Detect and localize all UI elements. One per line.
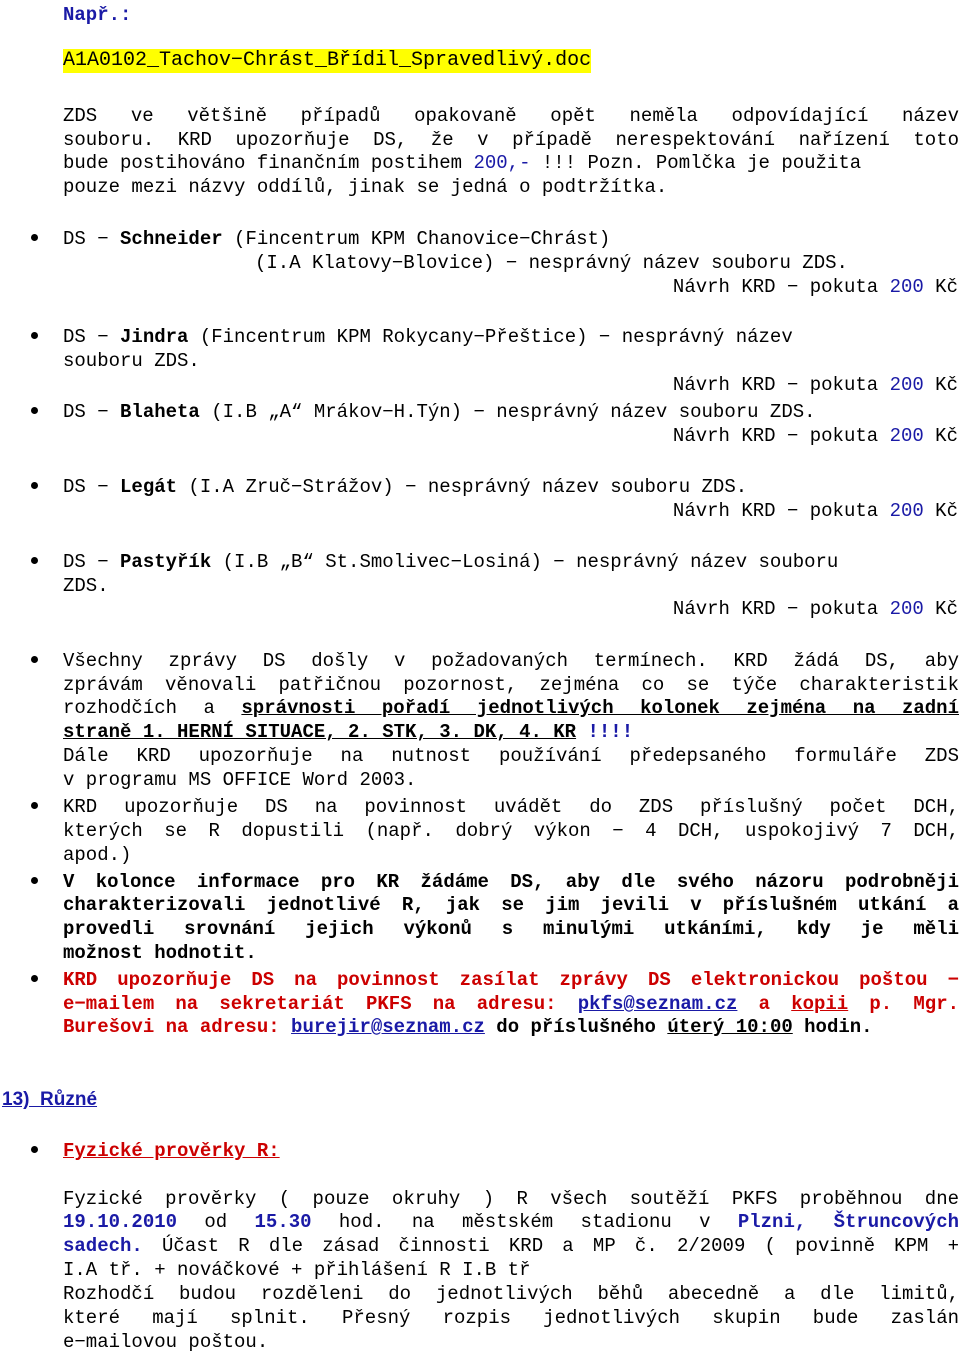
case-jindra: DS − Jindra (Fincentrum KPM Rokycany−Přeštice) − nesprávný název (63, 326, 793, 348)
penalty-line: Návrh KRD − pokuta 200 Kč (672, 425, 958, 447)
bullet (31, 482, 38, 489)
intro-label: Např.: (63, 4, 132, 26)
case-legat: DS − Legát (I.A Zruč−Strážov) − nesprávný název souboru ZDS. (63, 476, 748, 498)
case-pastyrik: DS − Pastyřík (I.B „B“ St.Smolivec−Losiná) − nesprávný název souboru (63, 551, 839, 573)
filename-example: A1A0102_Tachov−Chrást_Břídil_Spravedlivý.doc (63, 49, 592, 72)
dch-line-2: kterých se R dopustili (např. dobrý výkon − 4 DCH, uspokojivý 7 DCH, (63, 820, 959, 842)
case-pastyrik-line2: ZDS. (63, 575, 109, 597)
reports-line-4: straně 1. HERNÍ SITUACE, 2. STK, 3. DK, 4. KR !!!! (63, 721, 634, 743)
penalty-line: Návrh KRD − pokuta 200 Kč (672, 598, 958, 620)
reports-line-3: rozhodčích a správnosti pořadí jednotlivých kolonek zejména na zadní (63, 697, 959, 719)
notice-line-3: bude postihováno finančním postihem 200,- !!! Pozn. Pomlčka je použita (63, 152, 862, 174)
bullet (31, 802, 38, 809)
info-line-4: možnost hodnotit. (63, 942, 257, 964)
reports-line-5: Dále KRD upozorňuje na nutnost používání předepsaného formuláře ZDS (63, 745, 959, 767)
bullet (31, 332, 38, 339)
bullet (31, 557, 38, 564)
notice-line-4: pouze mezi názvy oddílů, jinak se jedná o podtržítka. (63, 176, 668, 198)
case-jindra-line2: souboru ZDS. (63, 350, 200, 372)
email-line-2: e−mailem na sekretariát PKFS na adresu: pkfs@seznam.cz a kopii p. Mgr. (63, 993, 959, 1015)
physical-line-6: které mají splnit. Přesný rozpis jednotlivých skupin bude zaslán (63, 1307, 959, 1329)
physical-line-4: I.A tř. + nováčkové + přihlášení R I.B tř (63, 1259, 531, 1281)
section-heading: 13) Různé (2, 1089, 98, 1110)
case-blaheta: DS − Blaheta (I.B „A“ Mrákov−H.Týn) − nesprávný název souboru ZDS. (63, 401, 816, 423)
penalty-amount-text: 200,- (473, 152, 531, 174)
notice-line-1: ZDS ve většině případů opakovaně opět neměla odpovídající název (63, 105, 959, 127)
bullet (31, 234, 38, 241)
penalty-line: Návrh KRD − pokuta 200 Kč (672, 276, 958, 298)
physical-line-2: 19.10.2010 od 15.30 hod. na městském stadionu v Plzni, Štruncových (63, 1211, 959, 1233)
penalty-line: Návrh KRD − pokuta 200 Kč (672, 500, 958, 522)
bullet (31, 656, 38, 663)
email-line-3: Burešovi na adresu: burejir@seznam.cz do příslušného úterý 10:00 hodin. (63, 1016, 873, 1038)
bullet (31, 1146, 38, 1153)
notice-line-2: souboru. KRD upozorňuje DS, že v případě nerespektování nařízení toto (63, 129, 959, 151)
case-schneider: DS − Schneider (Fincentrum KPM Chanovice−Chrást) (63, 228, 611, 250)
physical-line-7: e−mailovou poštou. (63, 1331, 269, 1353)
dch-line-3: apod.) (63, 844, 132, 866)
burejir-email-link[interactable]: burejir@seznam.cz (291, 1016, 485, 1038)
pkfs-email-link[interactable]: pkfs@seznam.cz (577, 993, 738, 1015)
dch-line-1: KRD upozorňuje DS na povinnost uvádět do ZDS příslušný počet DCH, (63, 796, 959, 818)
physical-line-1: Fyzické prověrky ( pouze okruhy ) R všech soutěží PKFS proběhnou dne (63, 1188, 959, 1210)
case-schneider-line2: (I.A Klatovy−Blovice) − nesprávný název souboru ZDS. (255, 252, 848, 274)
reports-line-6: v programu MS OFFICE Word 2003. (63, 769, 417, 791)
physical-line-5: Rozhodčí budou rozděleni do jednotlivých běhů abecedně a dle limitů, (63, 1283, 959, 1305)
reports-line-1: Všechny zprávy DS došly v požadovaných termínech. KRD žádá DS, aby (63, 650, 959, 672)
info-line-2: charakterizovali jednotlivé R, jak se jim jevili v příslušném utkání a (63, 894, 959, 916)
reports-line-2: zprávám věnovali patřičnou pozornost, zejména co se týče charakteristik (63, 674, 959, 696)
bullet (31, 877, 38, 884)
bullet (31, 975, 38, 982)
penalty-line: Návrh KRD − pokuta 200 Kč (672, 374, 958, 396)
physical-line-3: sadech. Účast R dle zásad činnosti KRD a MP č. 2/2009 ( povinně KPM + (63, 1235, 959, 1257)
info-line-3: provedli srovnání jejich výkonů s minulými utkáními, kdy je měli (63, 918, 959, 940)
email-line-1: KRD upozorňuje DS na povinnost zasílat zprávy DS elektronickou poštou − (63, 969, 959, 991)
bullet (31, 407, 38, 414)
physical-heading: Fyzické prověrky R: (63, 1140, 280, 1162)
info-line-1: V kolonce informace pro KR žádáme DS, aby dle svého názoru podrobněji (63, 871, 959, 893)
